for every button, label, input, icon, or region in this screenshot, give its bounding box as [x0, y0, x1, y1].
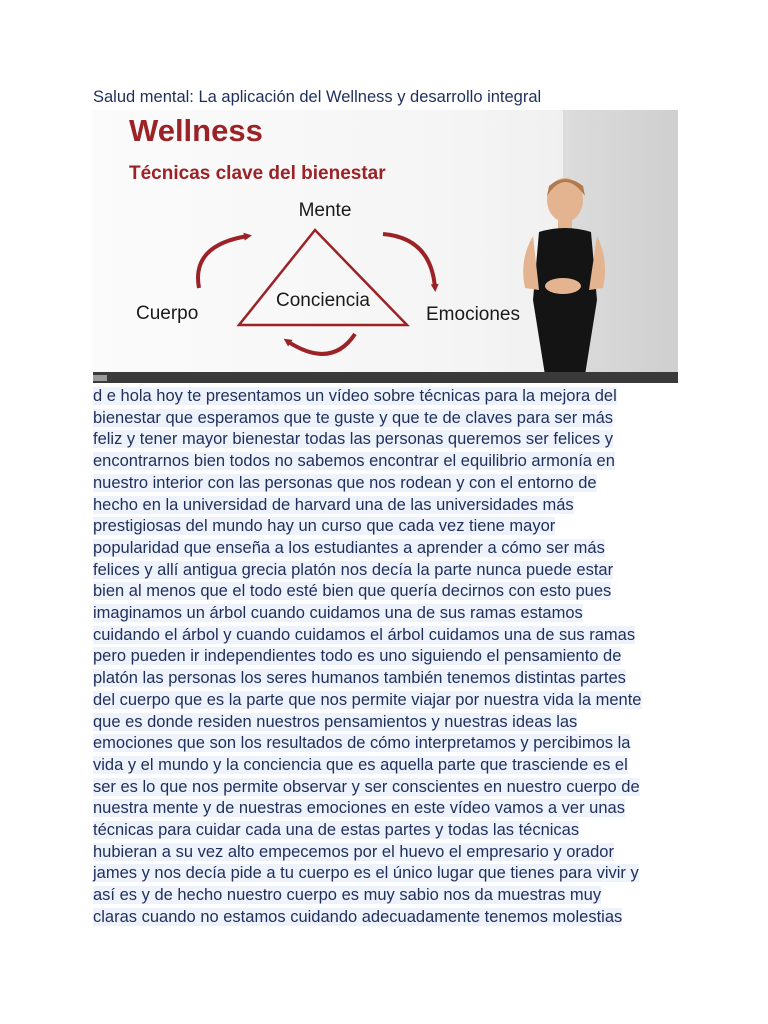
- transcript-line: prestigiosas del mundo hay un curso que cada vez tiene mayor: [93, 517, 556, 536]
- transcript-line: feliz y tener mayor bienestar todas las personas queremos ser felices y: [93, 430, 613, 449]
- transcript-line: imaginamos un árbol cuando cuidamos una de sus ramas estamos: [93, 604, 583, 623]
- transcript-line: del cuerpo que es la parte que nos permite viajar por nuestra vida la mente: [93, 690, 642, 709]
- video-seek-handle[interactable]: [93, 375, 107, 381]
- transcript-line: claras cuando no estamos cuidando adecuadamente tenemos molestias: [93, 907, 623, 926]
- transcript-line: encontrarnos bien todos no sabemos encontrar el equilibrio armonía en: [93, 452, 615, 471]
- transcript-line: platón las personas los seres humanos también tenemos distintas partes: [93, 669, 626, 688]
- node-mente: Mente: [298, 200, 352, 221]
- transcript-line: técnicas para cuidar cada una de estas partes y todas las técnicas: [93, 821, 580, 840]
- transcript-line: así es y de hecho nuestro cuerpo es muy sabio nos da muestras muy: [93, 886, 602, 905]
- transcript-line: vida y el mundo y la conciencia que es aquella parte que trasciende es el: [93, 755, 628, 774]
- video-control-bar[interactable]: [93, 372, 678, 383]
- node-cuerpo: Cuerpo: [136, 303, 199, 324]
- transcript-line: bienestar que esperamos que te guste y que te de claves para ser más: [93, 408, 614, 427]
- cycle-arrow-icon: [383, 234, 435, 288]
- transcript-line: emociones que son los resultados de cómo interpretamos y percibimos la: [93, 734, 631, 753]
- video-heading: Wellness: [129, 113, 263, 148]
- transcript-line: ser es lo que nos permite observar y ser conscientes en nuestro cuerpo de: [93, 777, 640, 796]
- document-title: Salud mental: La aplicación del Wellness y desarrollo integral: [93, 88, 542, 106]
- cycle-arrow-icon: [287, 334, 355, 354]
- video-subheading: Técnicas clave del bienestar: [129, 163, 386, 184]
- transcript-line: nuestra mente y de nuestras emociones en este vídeo vamos a ver unas: [93, 799, 625, 818]
- transcript-line: felices y allí antigua grecia platón nos decía la parte nunca puede estar: [93, 560, 614, 579]
- node-conciencia: Conciencia: [276, 290, 370, 311]
- wellness-diagram: [93, 110, 678, 383]
- node-emociones: Emociones: [426, 304, 520, 325]
- transcript-line: que es donde residen nuestros pensamientos y nuestras ideas las: [93, 712, 578, 731]
- transcript-text: [93, 386, 683, 929]
- presenter-figure: [523, 178, 605, 375]
- transcript-line: bien al menos que el todo esté bien que quería decirnos con esto pues: [93, 582, 612, 601]
- video-thumbnail[interactable]: [93, 110, 678, 383]
- transcript-line: d e hola hoy te presentamos un vídeo sobre técnicas para la mejora del: [93, 387, 617, 405]
- transcript-line: cuidando el árbol y cuando cuidamos el árbol cuidamos una de sus ramas: [93, 625, 636, 644]
- transcript-line: popularidad que enseña a los estudiantes a aprender a cómo ser más: [93, 538, 605, 557]
- transcript-line: nuestro interior con las personas que nos rodean y con el entorno de: [93, 473, 597, 492]
- transcript-line: pero pueden ir independientes todo es uno siguiendo el pensamiento de: [93, 647, 622, 666]
- transcript-line: hecho en la universidad de harvard una de las universidades más: [93, 495, 574, 514]
- transcript-line: james y nos decía pide a tu cuerpo es el único lugar que tienes para vivir y: [93, 864, 639, 883]
- transcript-line: hubieran a su vez alto empecemos por el huevo el empresario y orador: [93, 842, 614, 861]
- cycle-arrow-icon: [198, 236, 248, 288]
